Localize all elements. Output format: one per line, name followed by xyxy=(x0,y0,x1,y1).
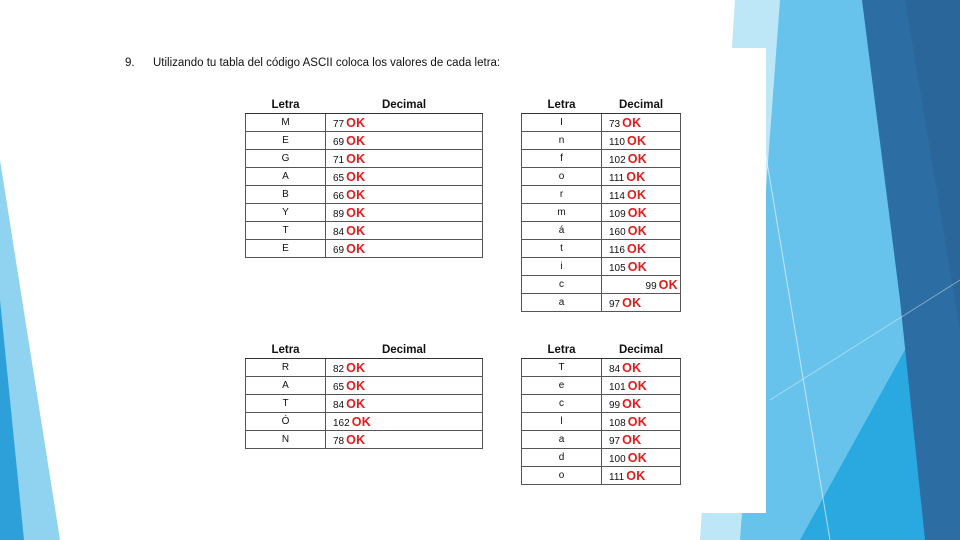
decimal-cell xyxy=(326,132,483,150)
table-row xyxy=(522,377,681,395)
decimal-cell xyxy=(326,395,483,413)
letter-cell: o xyxy=(522,467,602,485)
decimal-value: 99 xyxy=(645,280,657,292)
table-row xyxy=(246,222,483,240)
decimal-cell xyxy=(602,240,681,258)
ok-mark: OK xyxy=(626,468,646,483)
letter-cell: a xyxy=(522,431,602,449)
ok-mark: OK xyxy=(622,295,642,310)
decimal-cell xyxy=(602,377,681,395)
letter-cell: f xyxy=(522,150,602,168)
ok-mark: OK xyxy=(626,169,646,184)
table-row xyxy=(522,150,681,168)
letter-cell: E xyxy=(246,240,326,258)
decimal-cell xyxy=(602,467,681,485)
table-row xyxy=(246,413,483,431)
table-row xyxy=(522,467,681,485)
header-letter: Letra xyxy=(246,96,326,114)
decimal-cell xyxy=(326,204,483,222)
decimal-value: 66 xyxy=(333,190,345,202)
table-row xyxy=(246,132,483,150)
ok-mark: OK xyxy=(346,151,366,166)
table-row xyxy=(522,359,681,377)
header-letter: Letra xyxy=(246,341,326,359)
decimal-value: 65 xyxy=(333,381,345,393)
decimal-cell xyxy=(602,132,681,150)
decimal-cell xyxy=(602,222,681,240)
decimal-value: 105 xyxy=(609,262,626,274)
decimal-value: 109 xyxy=(609,208,626,220)
ok-mark: OK xyxy=(346,187,366,202)
letter-cell: A xyxy=(246,168,326,186)
letter-cell: E xyxy=(246,132,326,150)
table-header-row xyxy=(246,96,483,114)
ok-mark: OK xyxy=(346,223,366,238)
letter-cell: M xyxy=(246,114,326,132)
header-letter: Letra xyxy=(522,341,602,359)
letter-cell: T xyxy=(246,395,326,413)
decimal-value: 84 xyxy=(333,399,345,411)
ascii-table-raton xyxy=(245,341,483,449)
table-row xyxy=(246,431,483,449)
table-header-row xyxy=(522,96,681,114)
table-row xyxy=(522,258,681,276)
decimal-value: 101 xyxy=(609,381,626,393)
table-row xyxy=(246,186,483,204)
letter-cell: a xyxy=(522,294,602,312)
table-row xyxy=(246,377,483,395)
decimal-value: 108 xyxy=(609,417,626,429)
decimal-value: 82 xyxy=(333,363,345,375)
decimal-cell xyxy=(602,150,681,168)
letter-cell: G xyxy=(246,150,326,168)
decimal-value: 111 xyxy=(609,172,625,184)
document-page xyxy=(100,48,766,513)
letter-cell: o xyxy=(522,168,602,186)
ok-mark: OK xyxy=(627,151,648,166)
decimal-value: 89 xyxy=(333,208,345,220)
table-row xyxy=(246,359,483,377)
letter-cell: Y xyxy=(246,204,326,222)
decimal-value: 160 xyxy=(609,226,626,238)
question-text xyxy=(125,57,500,69)
ok-mark: OK xyxy=(627,414,648,429)
decimal-value: 69 xyxy=(333,244,345,256)
table-row xyxy=(246,395,483,413)
table-row xyxy=(522,431,681,449)
table-row xyxy=(522,114,681,132)
decimal-cell xyxy=(602,276,681,294)
table-row xyxy=(522,132,681,150)
table-header-row xyxy=(246,341,483,359)
decimal-cell xyxy=(602,449,681,467)
ascii-table-teclado xyxy=(521,341,681,485)
table-header-row xyxy=(522,341,681,359)
decimal-cell xyxy=(326,240,483,258)
decimal-cell xyxy=(326,359,483,377)
decimal-value: 111 xyxy=(609,471,625,483)
table-row xyxy=(522,240,681,258)
table-row xyxy=(522,186,681,204)
letter-cell: Ó xyxy=(246,413,326,431)
decimal-cell xyxy=(602,395,681,413)
decimal-value: 77 xyxy=(333,118,345,130)
decimal-value: 71 xyxy=(333,154,345,166)
ascii-table-informatica xyxy=(521,96,681,312)
letter-cell: I xyxy=(522,114,602,132)
decimal-cell xyxy=(602,186,681,204)
decimal-value: 162 xyxy=(333,417,350,429)
decimal-value: 99 xyxy=(609,399,621,411)
letter-cell: e xyxy=(522,377,602,395)
ok-mark: OK xyxy=(627,378,648,393)
ok-mark: OK xyxy=(346,396,366,411)
table-row xyxy=(522,294,681,312)
decimal-value: 114 xyxy=(609,190,625,202)
ascii-table-megabyte xyxy=(245,96,483,258)
letter-cell: d xyxy=(522,449,602,467)
decimal-value: 100 xyxy=(609,453,626,465)
table-row xyxy=(522,413,681,431)
table-row xyxy=(522,276,681,294)
ok-mark: OK xyxy=(346,169,366,184)
header-decimal: Decimal xyxy=(602,96,681,114)
decimal-value: 84 xyxy=(333,226,345,238)
letter-cell: i xyxy=(522,258,602,276)
letter-cell: m xyxy=(522,204,602,222)
decimal-value: 97 xyxy=(609,435,621,447)
table-row xyxy=(246,114,483,132)
table-row xyxy=(522,395,681,413)
ok-mark: OK xyxy=(346,205,366,220)
ok-mark: OK xyxy=(626,187,647,202)
decimal-value: 84 xyxy=(609,363,621,375)
decimal-cell xyxy=(602,204,681,222)
ok-mark: OK xyxy=(658,277,678,292)
decimal-value: 65 xyxy=(333,172,345,184)
decimal-cell xyxy=(326,413,483,431)
decimal-cell xyxy=(602,413,681,431)
ok-mark: OK xyxy=(346,360,366,375)
decimal-cell xyxy=(326,114,483,132)
ok-mark: OK xyxy=(622,432,642,447)
ok-mark: OK xyxy=(622,360,642,375)
letter-cell: á xyxy=(522,222,602,240)
decimal-value: 110 xyxy=(609,136,625,148)
letter-cell: T xyxy=(522,359,602,377)
decimal-cell xyxy=(326,150,483,168)
letter-cell: A xyxy=(246,377,326,395)
letter-cell: r xyxy=(522,186,602,204)
decimal-value: 97 xyxy=(609,298,621,310)
ok-mark: OK xyxy=(346,432,366,447)
letter-cell: N xyxy=(246,431,326,449)
decimal-cell xyxy=(326,186,483,204)
letter-cell: B xyxy=(246,186,326,204)
decimal-cell xyxy=(602,431,681,449)
table-row xyxy=(522,204,681,222)
ok-mark: OK xyxy=(627,450,648,465)
letter-cell: T xyxy=(246,222,326,240)
ok-mark: OK xyxy=(622,396,642,411)
decimal-cell xyxy=(326,222,483,240)
question-label: Utilizando tu tabla del código ASCII coloca los valores de cada letra: xyxy=(153,57,501,69)
letter-cell: t xyxy=(522,240,602,258)
decimal-cell xyxy=(602,114,681,132)
decimal-cell xyxy=(602,258,681,276)
ok-mark: OK xyxy=(351,414,372,429)
letter-cell: c xyxy=(522,276,602,294)
table-row xyxy=(246,240,483,258)
ok-mark: OK xyxy=(346,378,366,393)
ok-mark: OK xyxy=(627,259,648,274)
ok-mark: OK xyxy=(346,115,366,130)
ok-mark: OK xyxy=(626,133,647,148)
letter-cell: n xyxy=(522,132,602,150)
decimal-cell xyxy=(326,377,483,395)
ok-mark: OK xyxy=(346,133,366,148)
letter-cell: l xyxy=(522,413,602,431)
ok-mark: OK xyxy=(627,205,648,220)
decimal-cell xyxy=(602,359,681,377)
decimal-cell xyxy=(326,431,483,449)
ok-mark: OK xyxy=(622,115,642,130)
ok-mark: OK xyxy=(346,241,366,256)
decimal-value: 73 xyxy=(609,118,621,130)
header-decimal: Decimal xyxy=(326,341,483,359)
decimal-value: 78 xyxy=(333,435,345,447)
ok-mark: OK xyxy=(626,241,647,256)
ok-mark: OK xyxy=(627,223,648,238)
table-row xyxy=(522,449,681,467)
decimal-cell xyxy=(326,168,483,186)
letter-cell: c xyxy=(522,395,602,413)
question-number: 9. xyxy=(125,57,135,69)
header-letter: Letra xyxy=(522,96,602,114)
decimal-value: 102 xyxy=(609,154,626,166)
table-row xyxy=(522,168,681,186)
header-decimal: Decimal xyxy=(602,341,681,359)
decimal-value: 69 xyxy=(333,136,345,148)
header-decimal: Decimal xyxy=(326,96,483,114)
decimal-cell xyxy=(602,294,681,312)
table-row xyxy=(246,168,483,186)
decimal-value: 116 xyxy=(609,244,625,256)
table-row xyxy=(246,204,483,222)
table-row xyxy=(246,150,483,168)
decimal-cell xyxy=(602,168,681,186)
letter-cell: R xyxy=(246,359,326,377)
table-row xyxy=(522,222,681,240)
